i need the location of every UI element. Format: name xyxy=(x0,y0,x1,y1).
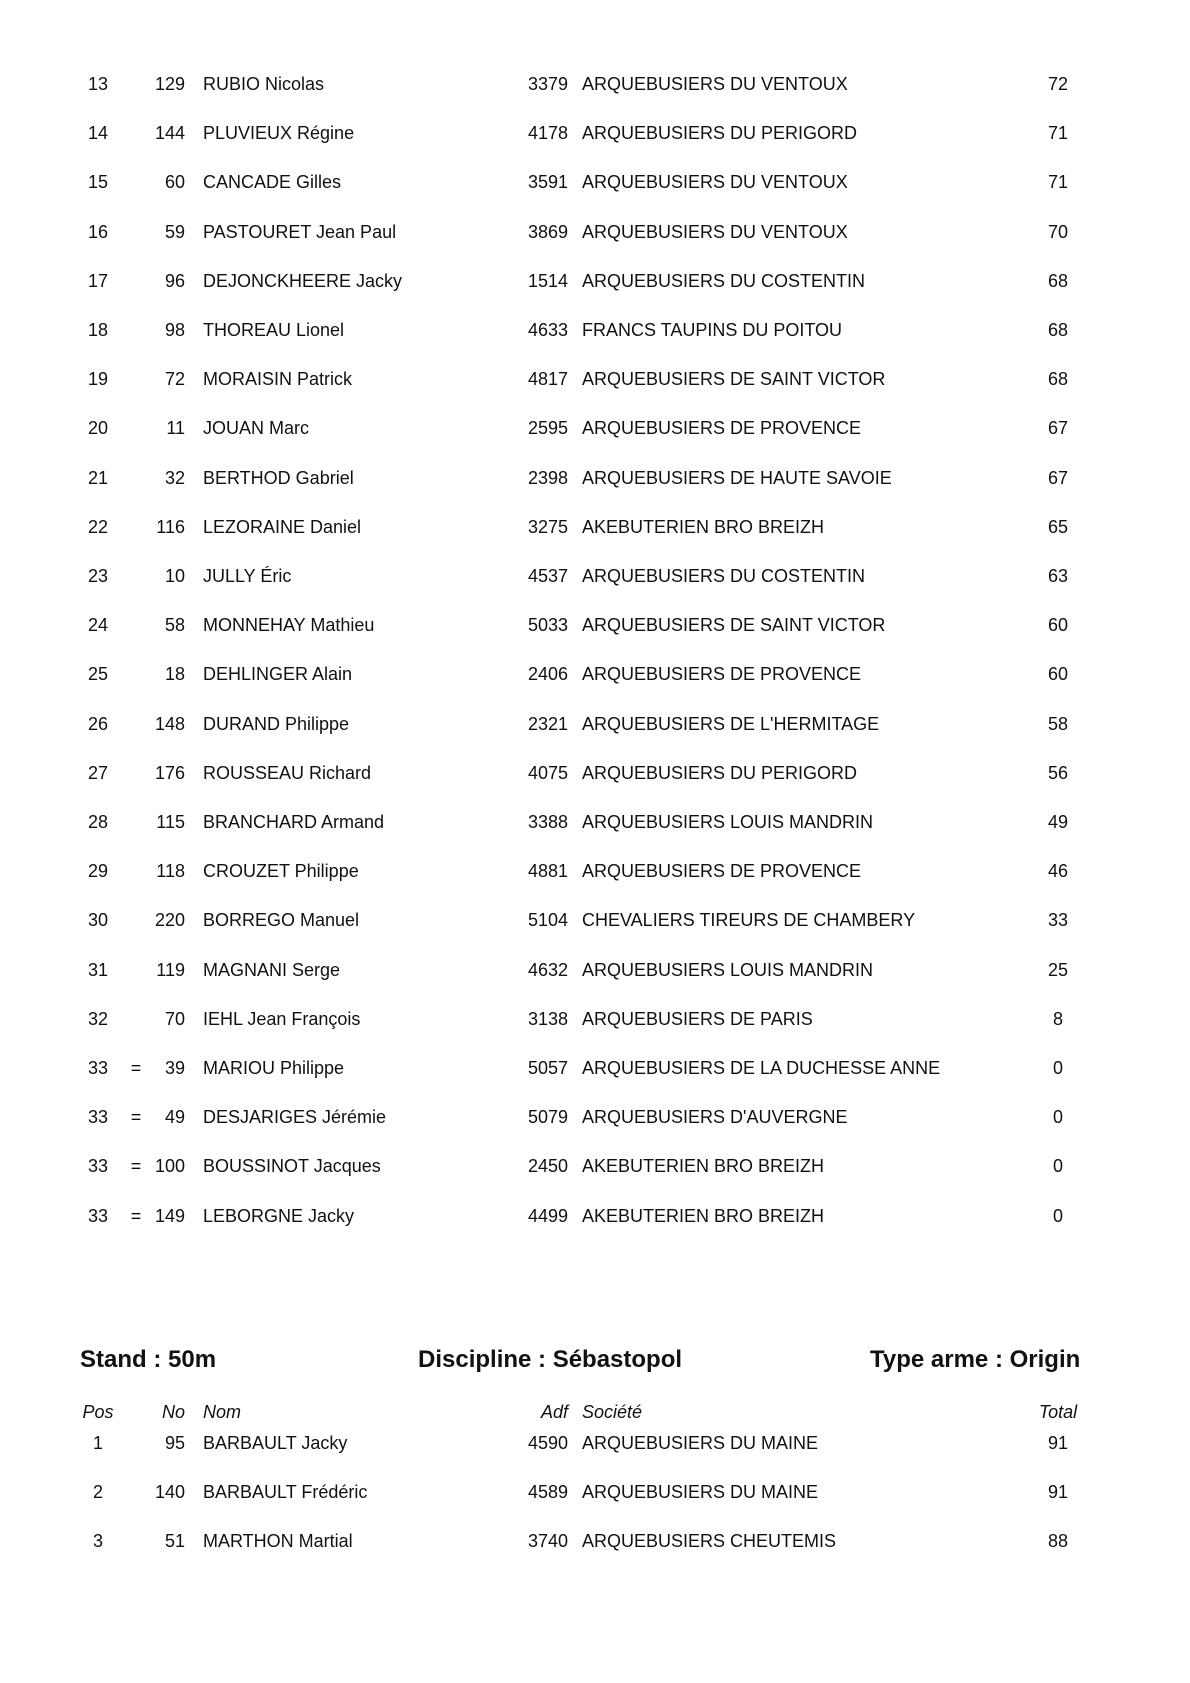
cell-nom: DEJONCKHEERE Jacky xyxy=(203,270,403,291)
cell-adf: 3388 xyxy=(527,812,568,832)
column-header-no: No xyxy=(161,1402,185,1422)
cell-societe: AKEBUTERIEN BRO BREIZH xyxy=(582,1156,825,1177)
cell-societe: ARQUEBUSIERS DU COSTENTIN xyxy=(582,270,866,291)
column-header-societe: Société xyxy=(582,1402,643,1422)
cell-nom: THOREAU Lionel xyxy=(203,320,345,340)
cell-adf: 4881 xyxy=(527,861,568,882)
cell-nom: MARTHON Martial xyxy=(203,1531,353,1552)
cell-no: 58 xyxy=(164,615,185,636)
table-row xyxy=(0,712,1190,736)
table-row xyxy=(0,564,1190,588)
table-row xyxy=(0,859,1190,883)
cell-tie-marker: = xyxy=(130,1156,142,1177)
cell-societe: ARQUEBUSIERS DE SAINT VICTOR xyxy=(582,369,886,390)
table-row xyxy=(0,1154,1190,1178)
cell-adf: 3740 xyxy=(527,1531,568,1552)
cell-adf: 3869 xyxy=(527,221,568,242)
cell-total: 0 xyxy=(1052,1156,1063,1177)
cell-nom: DESJARIGES Jérémie xyxy=(203,1107,387,1128)
cell-societe: ARQUEBUSIERS DE LA DUCHESSE ANNE xyxy=(582,1058,941,1078)
cell-total: 88 xyxy=(1047,1531,1069,1552)
table-row xyxy=(0,1105,1190,1129)
cell-nom: PASTOURET Jean Paul xyxy=(203,221,397,242)
cell-no: 149 xyxy=(154,1205,185,1226)
cell-no: 115 xyxy=(156,812,185,832)
cell-adf: 3275 xyxy=(527,516,568,537)
table-row xyxy=(0,1204,1190,1228)
cell-adf: 4178 xyxy=(527,123,568,144)
cell-nom: BORREGO Manuel xyxy=(203,910,360,931)
cell-adf: 5057 xyxy=(527,1058,568,1078)
table-row xyxy=(0,416,1190,440)
cell-adf: 5079 xyxy=(527,1107,568,1128)
cell-nom: JULLY Éric xyxy=(203,566,292,586)
table-row xyxy=(0,958,1190,982)
cell-tie-marker: = xyxy=(130,1205,142,1226)
cell-pos: 19 xyxy=(87,369,109,390)
cell-adf: 4499 xyxy=(527,1205,568,1226)
table-row xyxy=(0,1007,1190,1031)
table-row xyxy=(0,908,1190,932)
cell-total: 56 xyxy=(1047,762,1069,783)
cell-pos: 16 xyxy=(87,221,109,242)
cell-pos: 21 xyxy=(87,467,109,488)
table-row xyxy=(0,1056,1190,1080)
cell-pos: 18 xyxy=(87,320,109,340)
column-header-total: Total xyxy=(1038,1402,1078,1422)
cell-nom: MONNEHAY Mathieu xyxy=(203,615,375,636)
table-row xyxy=(0,613,1190,637)
cell-tie-marker: = xyxy=(130,1107,142,1128)
cell-adf: 4817 xyxy=(527,369,568,390)
cell-total: 0 xyxy=(1052,1205,1063,1226)
table-row xyxy=(0,220,1190,244)
cell-nom: CROUZET Philippe xyxy=(203,861,359,882)
column-header-pos: Pos xyxy=(82,1402,114,1422)
cell-adf: 5033 xyxy=(527,615,568,636)
cell-societe: ARQUEBUSIERS DU PERIGORD xyxy=(582,762,858,783)
cell-no: 39 xyxy=(164,1058,185,1078)
cell-societe: ARQUEBUSIERS DU PERIGORD xyxy=(582,123,858,144)
cell-societe: ARQUEBUSIERS LOUIS MANDRIN xyxy=(582,959,874,980)
cell-total: 67 xyxy=(1047,418,1069,439)
table-row xyxy=(0,72,1190,96)
table-row xyxy=(0,1529,1190,1553)
cell-pos: 25 xyxy=(87,664,109,685)
cell-adf: 4633 xyxy=(527,320,568,340)
cell-adf: 3591 xyxy=(527,172,568,193)
cell-no: 32 xyxy=(164,467,185,488)
cell-societe: ARQUEBUSIERS DE PROVENCE xyxy=(582,664,862,685)
cell-no: 49 xyxy=(164,1107,185,1128)
cell-no: 116 xyxy=(156,516,185,537)
cell-societe: ARQUEBUSIERS DU MAINE xyxy=(582,1482,819,1503)
cell-no: 72 xyxy=(164,369,185,390)
cell-no: 95 xyxy=(164,1433,185,1453)
cell-pos: 30 xyxy=(87,910,109,931)
cell-societe: ARQUEBUSIERS DE PARIS xyxy=(582,1008,813,1029)
cell-adf: 3138 xyxy=(527,1008,568,1029)
cell-pos: 22 xyxy=(87,516,109,537)
cell-pos: 3 xyxy=(92,1531,103,1552)
cell-pos: 33 xyxy=(87,1058,109,1078)
cell-societe: ARQUEBUSIERS DU COSTENTIN xyxy=(582,566,866,586)
cell-societe: CHEVALIERS TIREURS DE CHAMBERY xyxy=(582,910,916,931)
cell-no: 70 xyxy=(164,1008,185,1029)
cell-societe: ARQUEBUSIERS DU VENTOUX xyxy=(582,74,848,94)
cell-adf: 2450 xyxy=(527,1156,568,1177)
cell-adf: 2321 xyxy=(527,713,568,734)
table-row xyxy=(0,761,1190,785)
cell-total: 25 xyxy=(1047,959,1069,980)
cell-nom: MORAISIN Patrick xyxy=(203,369,353,390)
table-row xyxy=(0,466,1190,490)
cell-societe: ARQUEBUSIERS CHEUTEMIS xyxy=(582,1531,837,1552)
cell-nom: CANCADE Gilles xyxy=(203,172,342,193)
cell-societe: ARQUEBUSIERS DE HAUTE SAVOIE xyxy=(582,467,892,488)
table-row xyxy=(0,515,1190,539)
cell-adf: 4590 xyxy=(527,1433,568,1453)
cell-no: 59 xyxy=(164,221,185,242)
cell-nom: IEHL Jean François xyxy=(203,1008,361,1029)
cell-pos: 33 xyxy=(87,1156,109,1177)
cell-societe: ARQUEBUSIERS DE L'HERMITAGE xyxy=(582,713,880,734)
cell-total: 63 xyxy=(1047,566,1069,586)
cell-pos: 26 xyxy=(87,713,109,734)
cell-pos: 28 xyxy=(87,812,109,832)
cell-nom: MARIOU Philippe xyxy=(203,1058,345,1078)
column-header-nom: Nom xyxy=(203,1402,242,1422)
cell-pos: 17 xyxy=(87,270,109,291)
cell-societe: FRANCS TAUPINS DU POITOU xyxy=(582,320,843,340)
cell-pos: 20 xyxy=(87,418,109,439)
cell-total: 68 xyxy=(1047,270,1069,291)
cell-nom: JOUAN Marc xyxy=(203,418,310,439)
cell-nom: BARBAULT Jacky xyxy=(203,1433,348,1453)
cell-total: 68 xyxy=(1047,320,1069,340)
cell-total: 0 xyxy=(1052,1058,1063,1078)
cell-no: 10 xyxy=(164,566,185,586)
cell-no: 119 xyxy=(156,959,185,980)
table-row xyxy=(0,367,1190,391)
table-row xyxy=(0,1431,1190,1455)
table-row xyxy=(0,121,1190,145)
cell-total: 67 xyxy=(1047,467,1069,488)
table-row xyxy=(0,1480,1190,1504)
column-header-row xyxy=(0,1400,1190,1424)
cell-no: 148 xyxy=(154,713,185,734)
cell-nom: BERTHOD Gabriel xyxy=(203,467,354,488)
cell-no: 118 xyxy=(156,861,185,882)
cell-pos: 29 xyxy=(87,861,109,882)
cell-adf: 4075 xyxy=(527,762,568,783)
cell-no: 140 xyxy=(154,1482,185,1503)
cell-total: 58 xyxy=(1047,713,1069,734)
cell-adf: 4632 xyxy=(527,959,568,980)
cell-total: 71 xyxy=(1047,172,1069,193)
cell-total: 46 xyxy=(1047,861,1069,882)
cell-no: 176 xyxy=(154,762,185,783)
cell-total: 91 xyxy=(1047,1482,1069,1503)
cell-no: 129 xyxy=(154,74,185,94)
cell-no: 220 xyxy=(154,910,185,931)
cell-nom: BARBAULT Frédéric xyxy=(203,1482,368,1503)
cell-nom: MAGNANI Serge xyxy=(203,959,341,980)
cell-total: 33 xyxy=(1047,910,1069,931)
cell-adf: 3379 xyxy=(527,74,568,94)
table-row xyxy=(0,269,1190,293)
cell-no: 11 xyxy=(166,418,185,439)
cell-no: 18 xyxy=(164,664,185,685)
cell-no: 51 xyxy=(164,1531,185,1552)
cell-adf: 2398 xyxy=(527,467,568,488)
cell-adf: 1514 xyxy=(527,270,568,291)
cell-total: 60 xyxy=(1047,615,1069,636)
cell-pos: 33 xyxy=(87,1205,109,1226)
weapon-type-heading: Type arme : Origin xyxy=(870,1346,1081,1373)
stand-heading: Stand : 50m xyxy=(80,1346,217,1373)
cell-no: 144 xyxy=(154,123,185,144)
cell-adf: 4589 xyxy=(527,1482,568,1503)
cell-total: 91 xyxy=(1047,1433,1069,1453)
cell-societe: ARQUEBUSIERS DU MAINE xyxy=(582,1433,819,1453)
cell-total: 72 xyxy=(1047,74,1069,94)
cell-pos: 15 xyxy=(87,172,109,193)
cell-societe: ARQUEBUSIERS DE SAINT VICTOR xyxy=(582,615,886,636)
cell-societe: AKEBUTERIEN BRO BREIZH xyxy=(582,516,825,537)
cell-pos: 27 xyxy=(87,762,109,783)
cell-no: 98 xyxy=(164,320,185,340)
column-header-adf: Adf xyxy=(540,1402,568,1422)
cell-pos: 1 xyxy=(92,1433,103,1453)
cell-pos: 32 xyxy=(87,1008,109,1029)
cell-total: 8 xyxy=(1052,1008,1063,1029)
cell-pos: 33 xyxy=(87,1107,109,1128)
cell-societe: AKEBUTERIEN BRO BREIZH xyxy=(582,1205,825,1226)
cell-pos: 23 xyxy=(87,566,109,586)
cell-total: 0 xyxy=(1052,1107,1063,1128)
cell-societe: ARQUEBUSIERS DU VENTOUX xyxy=(582,221,848,242)
cell-pos: 2 xyxy=(92,1482,103,1503)
cell-total: 49 xyxy=(1047,812,1069,832)
table-row xyxy=(0,318,1190,342)
cell-pos: 24 xyxy=(87,615,109,636)
cell-adf: 5104 xyxy=(527,910,568,931)
cell-nom: RUBIO Nicolas xyxy=(203,74,325,94)
cell-tie-marker: = xyxy=(130,1058,142,1078)
cell-nom: LEBORGNE Jacky xyxy=(203,1205,355,1226)
cell-nom: PLUVIEUX Régine xyxy=(203,123,355,144)
cell-pos: 13 xyxy=(87,74,109,94)
cell-societe: ARQUEBUSIERS D'AUVERGNE xyxy=(582,1107,848,1128)
cell-nom: LEZORAINE Daniel xyxy=(203,516,362,537)
cell-pos: 31 xyxy=(87,959,109,980)
cell-nom: BOUSSINOT Jacques xyxy=(203,1156,381,1177)
cell-adf: 4537 xyxy=(527,566,568,586)
cell-societe: ARQUEBUSIERS LOUIS MANDRIN xyxy=(582,812,874,832)
cell-no: 60 xyxy=(164,172,185,193)
cell-no: 100 xyxy=(154,1156,185,1177)
cell-societe: ARQUEBUSIERS DE PROVENCE xyxy=(582,418,862,439)
cell-nom: ROUSSEAU Richard xyxy=(203,762,372,783)
cell-total: 60 xyxy=(1047,664,1069,685)
table-row xyxy=(0,170,1190,194)
cell-total: 70 xyxy=(1047,221,1069,242)
table-row xyxy=(0,810,1190,834)
cell-adf: 2595 xyxy=(527,418,568,439)
cell-total: 71 xyxy=(1047,123,1069,144)
cell-adf: 2406 xyxy=(527,664,568,685)
table-row xyxy=(0,662,1190,686)
cell-total: 68 xyxy=(1047,369,1069,390)
cell-societe: ARQUEBUSIERS DU VENTOUX xyxy=(582,172,848,193)
cell-no: 96 xyxy=(164,270,185,291)
cell-societe: ARQUEBUSIERS DE PROVENCE xyxy=(582,861,862,882)
cell-nom: DEHLINGER Alain xyxy=(203,664,353,685)
cell-nom: BRANCHARD Armand xyxy=(203,812,385,832)
cell-pos: 14 xyxy=(87,123,109,144)
cell-nom: DURAND Philippe xyxy=(203,713,350,734)
discipline-heading: Discipline : Sébastopol xyxy=(418,1346,683,1373)
cell-total: 65 xyxy=(1047,516,1069,537)
